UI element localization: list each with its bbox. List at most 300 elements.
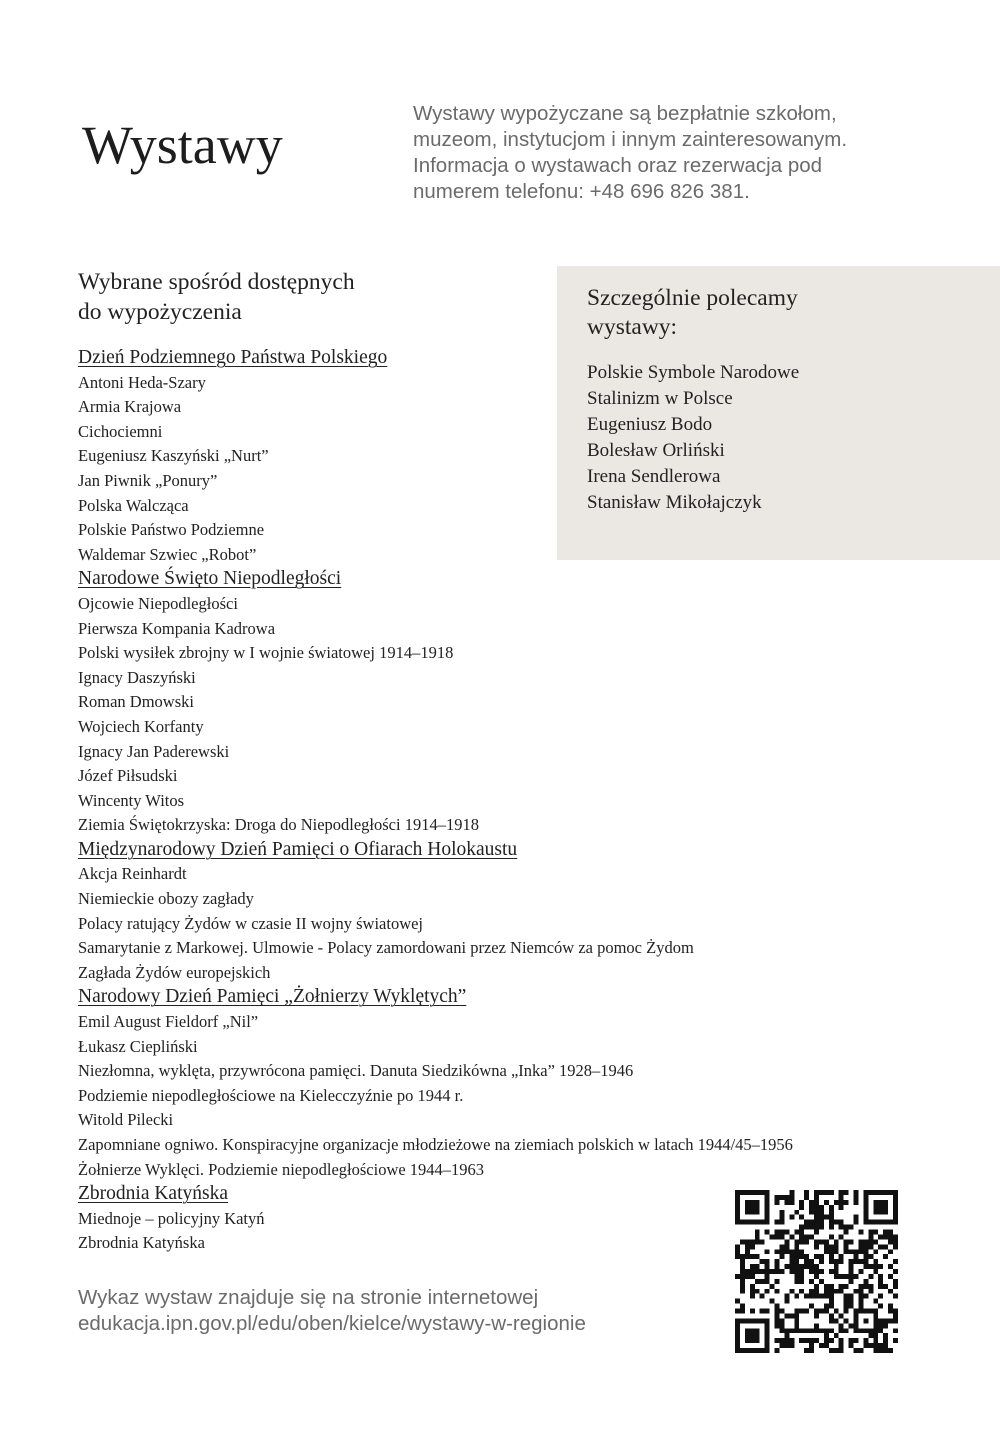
qr-module — [750, 1338, 755, 1343]
qr-module — [755, 1289, 760, 1294]
qr-module — [824, 1244, 829, 1249]
qr-module — [829, 1205, 834, 1210]
qr-module — [888, 1289, 893, 1294]
qr-module — [740, 1220, 745, 1225]
qr-module — [839, 1328, 844, 1333]
qr-module — [868, 1220, 873, 1225]
qr-module — [735, 1318, 740, 1323]
qr-module — [888, 1274, 893, 1279]
recommended-list — [587, 360, 799, 516]
qr-module — [819, 1309, 824, 1314]
qr-module — [740, 1304, 745, 1309]
qr-module — [765, 1205, 770, 1210]
qr-module — [844, 1249, 849, 1254]
qr-module — [854, 1190, 859, 1195]
qr-module — [849, 1294, 854, 1299]
qr-module — [844, 1309, 849, 1314]
qr-module — [873, 1313, 878, 1318]
qr-module — [755, 1318, 760, 1323]
qr-module — [750, 1289, 755, 1294]
qr-module — [789, 1338, 794, 1343]
exhibition-group-title: Międzynarodowy Dzień Pamięci o Ofiarach Holokaustu — [78, 838, 518, 860]
qr-module — [735, 1220, 740, 1225]
recommended-item: Bolesław Orliński — [587, 440, 725, 461]
qr-module — [809, 1234, 814, 1239]
qr-module — [784, 1294, 789, 1299]
exhibition-item: Wojciech Korfanty — [78, 716, 204, 736]
qr-module — [804, 1254, 809, 1259]
qr-module — [834, 1333, 839, 1338]
qr-module — [893, 1284, 898, 1289]
exhibition-item: Żołnierze Wyklęci. Podziemie niepodległościowe 1944–1963 — [78, 1159, 485, 1179]
qr-module — [794, 1279, 799, 1284]
qr-module — [873, 1205, 878, 1210]
qr-module — [883, 1333, 888, 1338]
qr-module — [858, 1299, 863, 1304]
qr-module — [779, 1234, 784, 1239]
intro-text — [413, 101, 973, 205]
qr-module — [765, 1195, 770, 1200]
qr-module — [804, 1234, 809, 1239]
qr-module — [814, 1294, 819, 1299]
exhibition-item: Polska Walcząca — [78, 495, 189, 515]
qr-module — [863, 1254, 868, 1259]
qr-module — [750, 1200, 755, 1205]
qr-module — [765, 1200, 770, 1205]
qr-module — [779, 1328, 784, 1333]
qr-module — [779, 1220, 784, 1225]
available-heading — [78, 268, 355, 327]
qr-module — [755, 1239, 760, 1244]
qr-module — [873, 1230, 878, 1235]
qr-module — [799, 1215, 804, 1220]
qr-module — [883, 1348, 888, 1353]
qr-module — [883, 1323, 888, 1328]
qr-module — [779, 1230, 784, 1235]
qr-module — [740, 1318, 745, 1323]
qr-module — [814, 1210, 819, 1215]
qr-module — [893, 1220, 898, 1225]
qr-module — [893, 1318, 898, 1323]
qr-module — [735, 1338, 740, 1343]
qr-module — [770, 1299, 775, 1304]
qr-module — [824, 1333, 829, 1338]
qr-module — [804, 1309, 809, 1314]
qr-module — [883, 1220, 888, 1225]
qr-module — [854, 1323, 859, 1328]
qr-module — [809, 1294, 814, 1299]
qr-module — [839, 1190, 844, 1195]
qr-module — [794, 1323, 799, 1328]
qr-module — [750, 1220, 755, 1225]
qr-module — [775, 1234, 780, 1239]
qr-module — [789, 1234, 794, 1239]
qr-module — [863, 1205, 868, 1210]
qr-module — [893, 1200, 898, 1205]
qr-module — [755, 1234, 760, 1239]
qr-module — [873, 1210, 878, 1215]
qr-module — [765, 1210, 770, 1215]
qr-module — [745, 1254, 750, 1259]
qr-module — [829, 1190, 834, 1195]
qr-module — [858, 1259, 863, 1264]
qr-module — [750, 1284, 755, 1289]
qr-module — [844, 1284, 849, 1289]
qr-module — [804, 1220, 809, 1225]
qr-module — [854, 1348, 859, 1353]
qr-module — [834, 1244, 839, 1249]
qr-module — [893, 1205, 898, 1210]
qr-module — [834, 1200, 839, 1205]
qr-code-icon[interactable] — [735, 1190, 898, 1353]
qr-module — [814, 1225, 819, 1230]
qr-module — [755, 1264, 760, 1269]
qr-module — [784, 1200, 789, 1205]
qr-module — [839, 1234, 844, 1239]
qr-module — [893, 1279, 898, 1284]
qr-module — [775, 1323, 780, 1328]
qr-module — [834, 1269, 839, 1274]
qr-module — [765, 1343, 770, 1348]
exhibition-item: Waldemar Szwiec „Robot” — [78, 544, 257, 564]
qr-module — [809, 1259, 814, 1264]
qr-module — [868, 1284, 873, 1289]
qr-module — [750, 1294, 755, 1299]
qr-module — [819, 1343, 824, 1348]
qr-module — [755, 1230, 760, 1235]
qr-module — [878, 1348, 883, 1353]
qr-module — [829, 1294, 834, 1299]
qr-module — [789, 1215, 794, 1220]
qr-module — [819, 1190, 824, 1195]
qr-module — [809, 1269, 814, 1274]
qr-module — [819, 1205, 824, 1210]
qr-module — [858, 1328, 863, 1333]
qr-module — [789, 1195, 794, 1200]
qr-module — [745, 1210, 750, 1215]
exhibition-item: Zagłada Żydów europejskich — [78, 962, 271, 982]
qr-module — [735, 1274, 740, 1279]
qr-module — [878, 1264, 883, 1269]
qr-module — [809, 1200, 814, 1205]
qr-module — [804, 1259, 809, 1264]
qr-module — [829, 1215, 834, 1220]
qr-module — [755, 1269, 760, 1274]
qr-module — [740, 1348, 745, 1353]
qr-module — [814, 1269, 819, 1274]
qr-module — [794, 1210, 799, 1215]
qr-module — [849, 1323, 854, 1328]
qr-module — [824, 1239, 829, 1244]
qr-module — [819, 1220, 824, 1225]
qr-module — [844, 1244, 849, 1249]
intro-line-phone: numerem telefonu: +48 696 826 381. — [413, 180, 750, 203]
qr-module — [863, 1294, 868, 1299]
qr-module — [878, 1284, 883, 1289]
qr-module — [789, 1264, 794, 1269]
qr-module — [760, 1239, 765, 1244]
qr-module — [755, 1200, 760, 1205]
qr-module — [775, 1264, 780, 1269]
qr-module — [878, 1328, 883, 1333]
qr-module — [799, 1205, 804, 1210]
qr-module — [829, 1225, 834, 1230]
recommended-item: Irena Sendlerowa — [587, 466, 721, 487]
qr-module — [755, 1338, 760, 1343]
qr-module — [888, 1220, 893, 1225]
qr-module — [868, 1239, 873, 1244]
qr-module — [824, 1200, 829, 1205]
qr-module — [814, 1274, 819, 1279]
qr-module — [854, 1274, 859, 1279]
qr-module — [883, 1284, 888, 1289]
qr-module — [775, 1309, 780, 1314]
exhibition-item: Emil August Fieldorf „Nil” — [78, 1012, 259, 1032]
qr-module — [799, 1279, 804, 1284]
qr-module — [839, 1254, 844, 1259]
exhibition-group-title: Narodowe Święto Niepodległości — [78, 568, 342, 590]
qr-module — [775, 1318, 780, 1323]
qr-module — [829, 1304, 834, 1309]
qr-module — [834, 1318, 839, 1323]
qr-module — [750, 1254, 755, 1259]
qr-module — [735, 1249, 740, 1254]
qr-module — [784, 1313, 789, 1318]
qr-module — [863, 1210, 868, 1215]
qr-module — [829, 1284, 834, 1289]
qr-module — [765, 1279, 770, 1284]
qr-module — [809, 1279, 814, 1284]
qr-module — [819, 1210, 824, 1215]
exhibition-item: Akcja Reinhardt — [78, 864, 187, 884]
qr-module — [799, 1309, 804, 1314]
qr-module — [814, 1230, 819, 1235]
qr-module — [804, 1264, 809, 1269]
qr-module — [893, 1294, 898, 1299]
qr-module — [765, 1190, 770, 1195]
qr-module — [814, 1244, 819, 1249]
qr-module — [873, 1309, 878, 1314]
recommended-heading-line: wystawy: — [587, 314, 678, 340]
qr-module — [878, 1200, 883, 1205]
qr-module — [745, 1244, 750, 1249]
qr-module — [849, 1299, 854, 1304]
qr-module — [745, 1239, 750, 1244]
qr-module — [745, 1249, 750, 1254]
qr-module — [745, 1333, 750, 1338]
qr-module — [794, 1309, 799, 1314]
qr-module — [854, 1309, 859, 1314]
qr-module — [839, 1313, 844, 1318]
qr-module — [750, 1333, 755, 1338]
qr-module — [799, 1234, 804, 1239]
qr-module — [735, 1299, 740, 1304]
qr-module — [765, 1323, 770, 1328]
qr-module — [809, 1225, 814, 1230]
recommended-heading — [587, 284, 798, 342]
qr-module — [735, 1328, 740, 1333]
qr-module — [779, 1249, 784, 1254]
qr-module — [760, 1269, 765, 1274]
qr-module — [809, 1264, 814, 1269]
qr-module — [893, 1195, 898, 1200]
qr-module — [765, 1348, 770, 1353]
qr-module — [775, 1249, 780, 1254]
qr-module — [750, 1328, 755, 1333]
qr-module — [844, 1294, 849, 1299]
qr-module — [814, 1289, 819, 1294]
exhibition-item: Zbrodnia Katyńska — [78, 1233, 205, 1253]
qr-module — [854, 1338, 859, 1343]
exhibition-item: Zapomniane ogniwo. Konspiracyjne organizacje młodzieżowe na ziemiach polskich w latach 1944/45–1956 — [78, 1135, 793, 1154]
qr-module — [740, 1190, 745, 1195]
qr-module — [789, 1249, 794, 1254]
qr-module — [770, 1234, 775, 1239]
qr-module — [844, 1299, 849, 1304]
qr-module — [834, 1309, 839, 1314]
qr-module — [844, 1230, 849, 1235]
qr-module — [858, 1269, 863, 1274]
qr-module — [735, 1343, 740, 1348]
qr-module — [735, 1244, 740, 1249]
qr-module — [750, 1210, 755, 1215]
qr-module — [819, 1254, 824, 1259]
qr-module — [735, 1215, 740, 1220]
qr-module — [883, 1234, 888, 1239]
qr-module — [888, 1309, 893, 1314]
qr-module — [858, 1289, 863, 1294]
qr-module — [839, 1200, 844, 1205]
qr-module — [750, 1309, 755, 1314]
exhibition-item: Armia Krajowa — [78, 397, 182, 417]
qr-module — [765, 1289, 770, 1294]
qr-module — [814, 1195, 819, 1200]
qr-module — [789, 1313, 794, 1318]
exhibition-item: Polskie Państwo Podziemne — [78, 520, 265, 540]
qr-module — [829, 1210, 834, 1215]
qr-module — [888, 1348, 893, 1353]
qr-module — [809, 1338, 814, 1343]
qr-module — [844, 1318, 849, 1323]
qr-module — [735, 1205, 740, 1210]
qr-module — [750, 1269, 755, 1274]
qr-module — [799, 1254, 804, 1259]
qr-module — [863, 1318, 868, 1323]
qr-module — [829, 1249, 834, 1254]
qr-module — [814, 1309, 819, 1314]
qr-module — [789, 1328, 794, 1333]
qr-module — [824, 1309, 829, 1314]
qr-module — [863, 1309, 868, 1314]
qr-module — [760, 1294, 765, 1299]
qr-module — [740, 1274, 745, 1279]
qr-module — [873, 1343, 878, 1348]
qr-module — [794, 1254, 799, 1259]
qr-module — [844, 1304, 849, 1309]
qr-module — [854, 1220, 859, 1225]
qr-module — [760, 1259, 765, 1264]
qr-module — [799, 1264, 804, 1269]
qr-module — [883, 1244, 888, 1249]
qr-module — [858, 1249, 863, 1254]
qr-module — [883, 1254, 888, 1259]
qr-module — [868, 1264, 873, 1269]
qr-module — [745, 1205, 750, 1210]
qr-module — [878, 1234, 883, 1239]
qr-module — [863, 1200, 868, 1205]
qr-module — [789, 1289, 794, 1294]
qr-module — [814, 1239, 819, 1244]
qr-module — [873, 1333, 878, 1338]
qr-module — [878, 1274, 883, 1279]
qr-module — [814, 1328, 819, 1333]
qr-module — [814, 1220, 819, 1225]
qr-module — [878, 1205, 883, 1210]
qr-module — [863, 1244, 868, 1249]
qr-module — [809, 1210, 814, 1215]
qr-module — [844, 1274, 849, 1279]
qr-module — [735, 1348, 740, 1353]
qr-module — [858, 1309, 863, 1314]
qr-module — [775, 1313, 780, 1318]
qr-module — [784, 1244, 789, 1249]
qr-module — [824, 1249, 829, 1254]
qr-module — [839, 1289, 844, 1294]
qr-module — [814, 1215, 819, 1220]
qr-module — [873, 1190, 878, 1195]
qr-module — [770, 1269, 775, 1274]
qr-module — [740, 1269, 745, 1274]
qr-module — [779, 1195, 784, 1200]
footer-url[interactable]: edukacja.ipn.gov.pl/edu/oben/kielce/wystawy-w-regionie — [78, 1312, 586, 1335]
qr-module — [854, 1195, 859, 1200]
qr-module — [740, 1289, 745, 1294]
qr-module — [849, 1225, 854, 1230]
qr-module — [834, 1259, 839, 1264]
qr-module — [858, 1304, 863, 1309]
qr-module — [804, 1328, 809, 1333]
available-heading-line: do wypożyczenia — [78, 298, 242, 325]
qr-module — [824, 1328, 829, 1333]
qr-module — [868, 1333, 873, 1338]
qr-module — [878, 1190, 883, 1195]
qr-module — [863, 1259, 868, 1264]
qr-module — [745, 1269, 750, 1274]
qr-module — [888, 1190, 893, 1195]
qr-module — [745, 1274, 750, 1279]
exhibition-item: Cichociemni — [78, 421, 163, 441]
qr-module — [819, 1225, 824, 1230]
qr-module — [765, 1328, 770, 1333]
qr-module — [824, 1284, 829, 1289]
qr-module — [814, 1323, 819, 1328]
qr-module — [779, 1244, 784, 1249]
qr-module — [834, 1274, 839, 1279]
qr-module — [888, 1304, 893, 1309]
qr-module — [779, 1338, 784, 1343]
qr-module — [735, 1254, 740, 1259]
qr-module — [829, 1259, 834, 1264]
qr-module — [765, 1249, 770, 1254]
qr-module — [765, 1338, 770, 1343]
qr-module — [760, 1309, 765, 1314]
available-heading-line: Wybrane spośród dostępnych — [78, 269, 355, 295]
qr-module — [779, 1309, 784, 1314]
qr-module — [740, 1254, 745, 1259]
qr-module — [779, 1215, 784, 1220]
qr-module — [765, 1230, 770, 1235]
qr-module — [784, 1333, 789, 1338]
